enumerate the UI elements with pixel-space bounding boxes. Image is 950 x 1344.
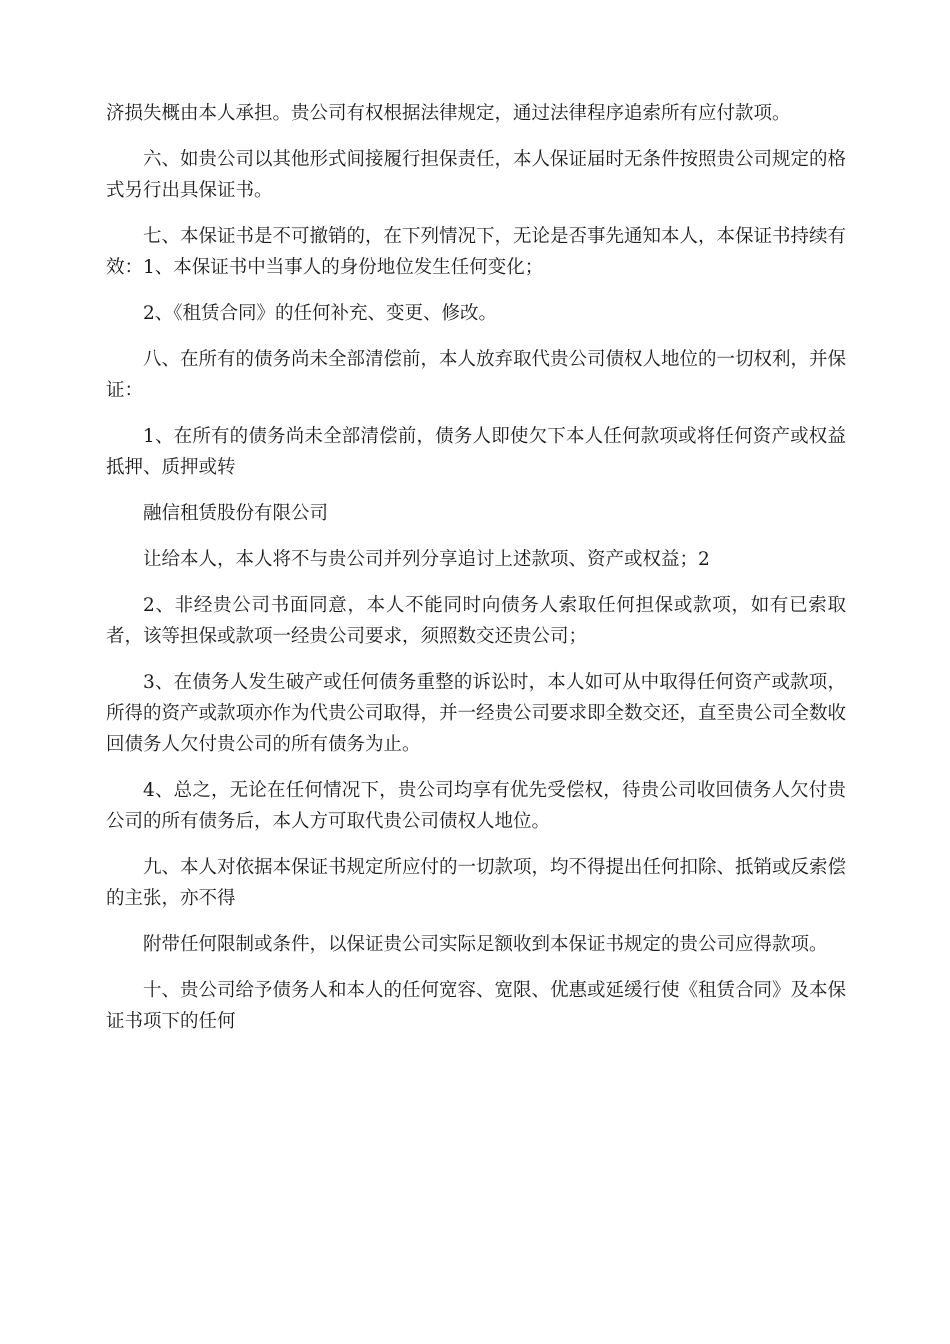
paragraph-clause-8-item-1-cont: 让给本人，本人将不与贵公司并列分享追讨上述款项、资产或权益；2 xyxy=(143,549,710,570)
paragraph-clause-7: 七、本保证书是不可撤销的，在下列情况下，无论是否事先通知本人，本保证书持续有效：1、本保证书中当事人的身份地位发生任何变化； xyxy=(106,226,847,278)
document-page xyxy=(106,98,846,1052)
paragraph-clause-10: 十、贵公司给予债务人和本人的任何宽容、宽限、优惠或延缓行使《租赁合同》及本保证书项下的任何 xyxy=(106,980,847,1032)
company-name: 融信租赁股份有限公司 xyxy=(143,503,329,524)
paragraph-clause-8-item-1: 1、在所有的债务尚未全部清偿前，债务人即使欠下本人任何款项或将任何资产或权益抵押、质押或转 xyxy=(106,426,846,478)
paragraph-clause-8-item-4: 4、总之，无论在任何情况下，贵公司均享有优先受偿权，待贵公司收回债务人欠付贵公司的所有债务后，本人方可取代贵公司债权人地位。 xyxy=(106,780,846,832)
paragraph-clause-9: 九、本人对依据本保证书规定所应付的一切款项，均不得提出任何扣除、抵销或反索偿的主张，亦不得 xyxy=(106,857,847,909)
paragraph-clause-8-item-3: 3、在债务人发生破产或任何债务重整的诉讼时，本人如可从中取得任何资产或款项，所得的资产或款项亦作为代贵公司取得，并一经贵公司要求即全数交还，直至贵公司全数收回债务人欠付贵公司的所有债务为止。 xyxy=(106,672,847,755)
paragraph-clause-7-item-2: 2、《租赁合同》的任何补充、变更、修改。 xyxy=(143,303,498,324)
paragraph-clause-6: 六、如贵公司以其他形式间接履行担保责任，本人保证届时无条件按照贵公司规定的格式另行出具保证书。 xyxy=(106,149,847,201)
paragraph-clause-8-item-2: 2、非经贵公司书面同意，本人不能同时向债务人索取任何担保或款项，如有已索取者，该等担保或款项一经贵公司要求，须照数交还贵公司； xyxy=(106,595,846,647)
paragraph-clause-9-cont: 附带任何限制或条件，以保证贵公司实际足额收到本保证书规定的贵公司应得款项。 xyxy=(143,934,828,955)
paragraph-clause-8: 八、在所有的债务尚未全部清偿前，本人放弃取代贵公司债权人地位的一切权利，并保证： xyxy=(106,349,847,401)
paragraph-1: 济损失概由本人承担。贵公司有权根据法律规定，通过法律程序追索所有应付款项。 xyxy=(106,103,791,124)
